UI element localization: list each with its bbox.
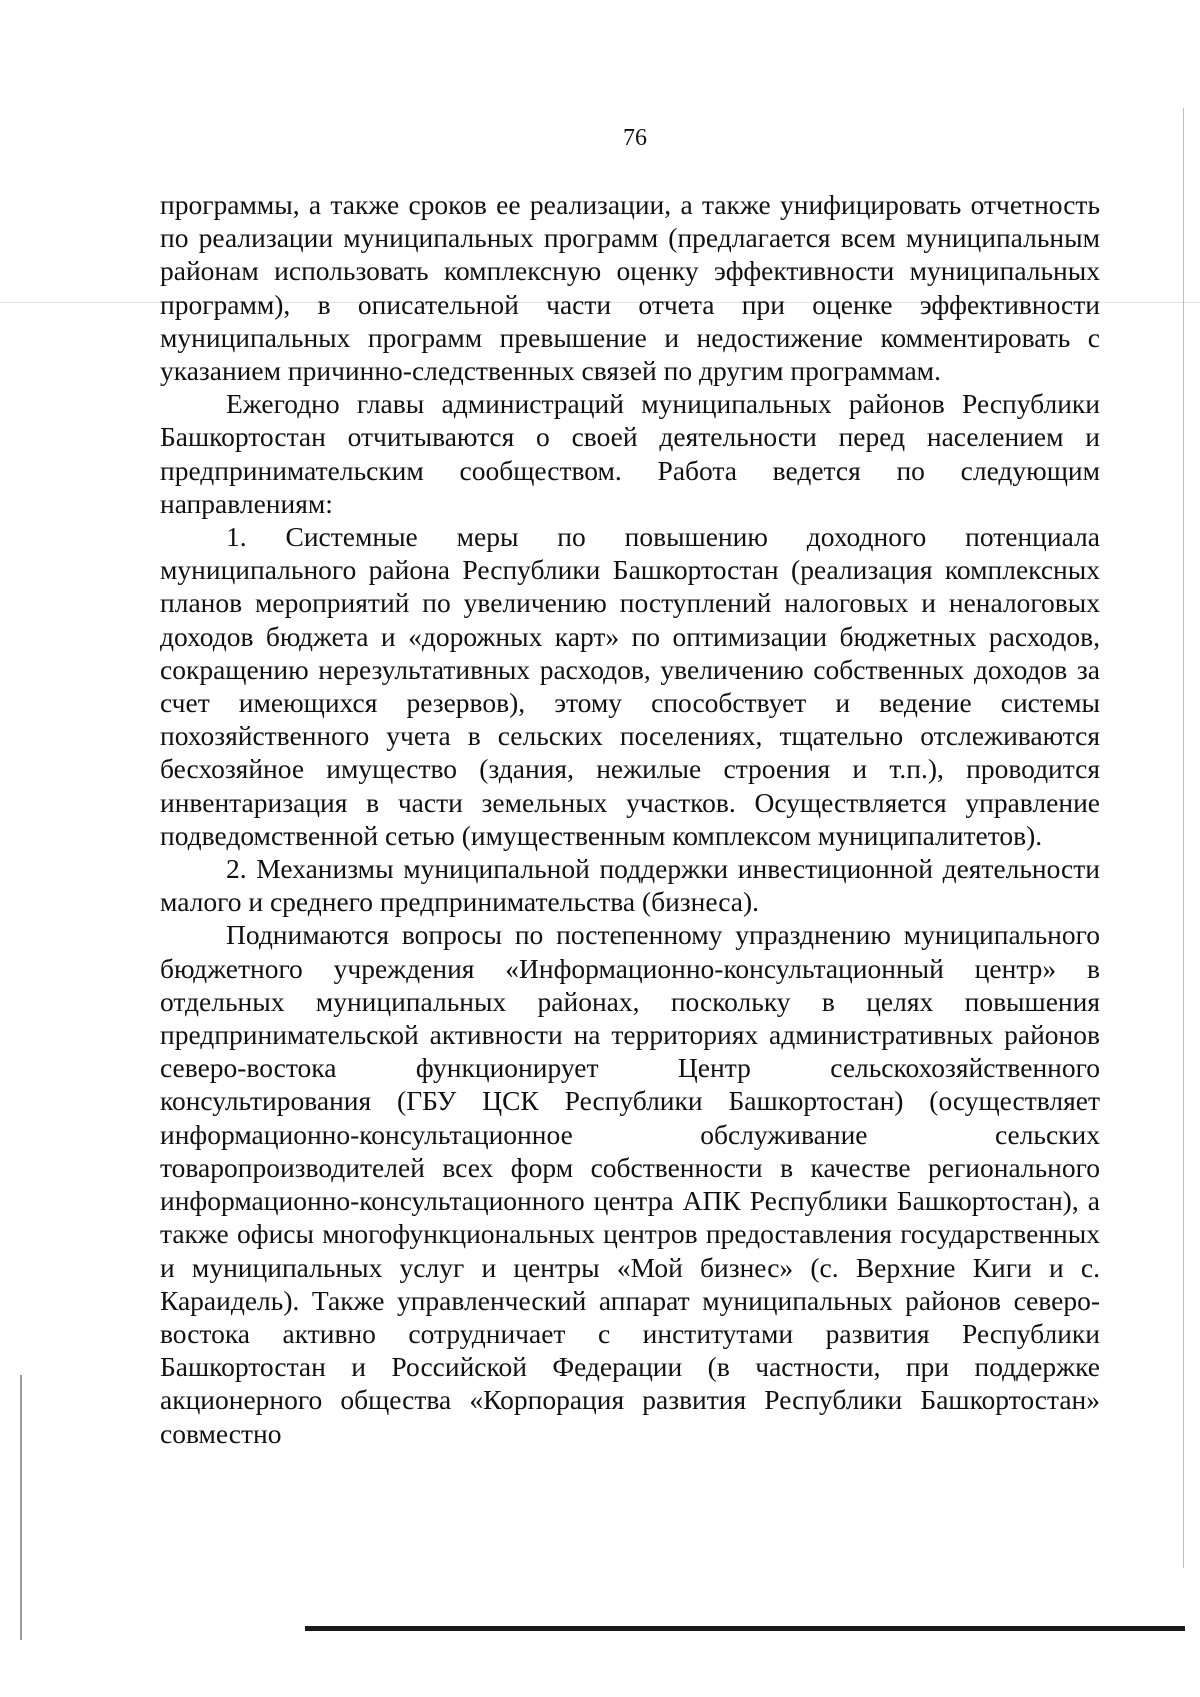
scan-artifact-bottom-bar [305, 1626, 1185, 1631]
list-item-2: 2. Механизмы муниципальной поддержки инвестиционной деятельности малого и среднего предпринимательства (бизнеса). [160, 853, 1100, 918]
body-text [160, 188, 1100, 1450]
paragraph-continuation: программы, а также сроков ее реализации, а также унифицировать отчетность по реализации муниципальных программ (предлагается всем муниципальным районам использовать комплексную оценку эффективности муниципальных программ), в описательной части отчета при оценке эффективности муниципальных программ превышение и недостижение комментировать с указанием причинно-следственных связей по другим программам. [160, 189, 1100, 387]
list-item-1: 1. Системные меры по повышению доходного потенциала муниципального района Республики Башкортостан (реализация комплексных планов мероприятий по увеличению поступлений налоговых и неналоговых доходов бюджета и «дорожных карт» по оптимизации бюджетных расходов, сокращению нерезультативных расходов, увеличению собственных доходов за счет имеющихся резервов), этому способствует и ведение системы похозяйственного учета в сельских поселениях, тщательно отслеживаются бесхозяйное имущество (здания, нежилые строения и т.п.), проводится инвентаризация в части земельных участков. Осуществляется управление подведомственной сетью (имущественным комплексом муниципалитетов). [160, 521, 1100, 851]
paragraph-consulting-center: Поднимаются вопросы по постепенному упразднению муниципального бюджетного учреждения «Информационно-консультационный центр» в отдельных муниципальных районах, поскольку в целях повышения предпринимательской активности на территориях административных районов северо-востока функционирует Центр сельскохозяйственного консультирования (ГБУ ЦСК Республики Башкортостан) (осуществляет информационно-консультационное обслуживание сельских товаропроизводителей всех форм собственности в качестве регионального информационно-консультационного центра АПК Республики Башкортостан), а также офисы многофункциональных центров предоставления государственных и муниципальных услуг и центры «Мой бизнес» (с. Верхние Киги и с. Караидель). Также управленческий аппарат муниципальных районов северо-востока активно сотрудничает с институтами развития Республики Башкортостан и Российской Федерации (в частности, при поддержке акционерного общества «Корпорация развития Республики Башкортостан» совместно [160, 919, 1100, 1449]
scan-artifact-left-edge [20, 1375, 22, 1640]
scan-artifact-right-edge [1183, 108, 1184, 1568]
paragraph-annual-reports: Ежегодно главы администраций муниципальных районов Республики Башкортостан отчитываются о своей деятельности перед населением и предпринимательским сообществом. Работа ведется по следующим направлениям: [160, 388, 1100, 519]
page-number: 76 [623, 125, 647, 151]
